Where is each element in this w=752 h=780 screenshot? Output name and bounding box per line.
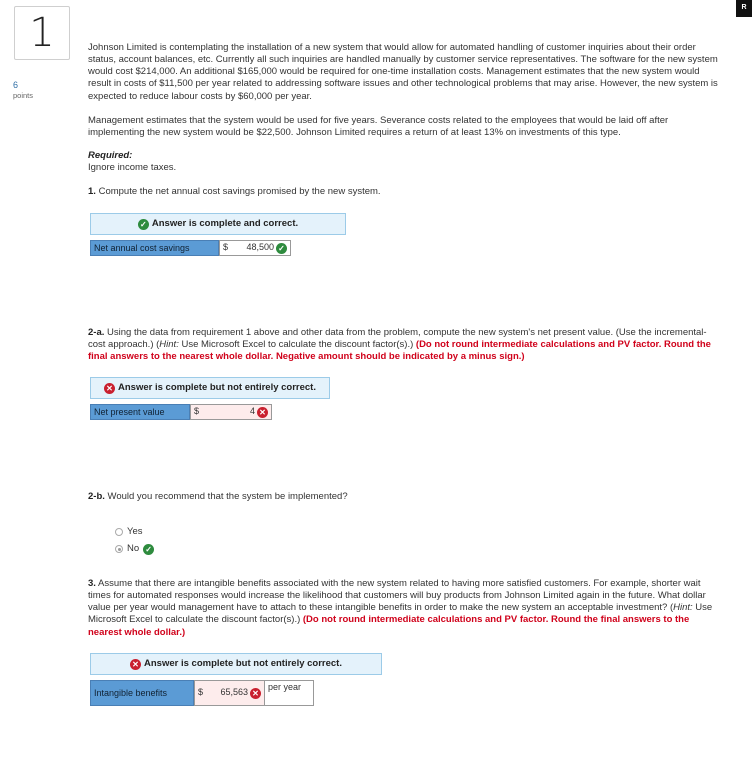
- x-circle-icon: ✕: [104, 383, 115, 394]
- part1-value: 48,500: [246, 242, 274, 253]
- x-circle-icon: ✕: [130, 659, 141, 670]
- part1-answer-banner: [90, 213, 346, 235]
- part2b-text: Would you recommend that the system be implemented?: [104, 491, 348, 502]
- part3-prefix: 3.: [88, 578, 96, 589]
- check-circle-icon: ✓: [138, 219, 149, 230]
- part3-answer-row: [90, 680, 314, 706]
- required-label: Required:: [88, 150, 133, 161]
- part2a-value: 4: [249, 406, 255, 417]
- part2a-hint-word: Hint:: [159, 339, 179, 351]
- part1-prefix: 1.: [88, 186, 96, 197]
- part3-banner-text: Answer is complete but not entirely correct.: [144, 657, 342, 669]
- radio-no[interactable]: [115, 545, 123, 553]
- part3-question: [88, 578, 718, 639]
- check-circle-icon: ✓: [143, 544, 154, 555]
- points-label: points: [13, 91, 34, 100]
- question-number: 1: [29, 10, 55, 56]
- part3-hint-text: Use Microsoft Excel to calculate the discount factor(s).): [88, 602, 713, 626]
- part2a-hint-text: Use Microsoft Excel to calculate the discount factor(s).): [178, 339, 416, 351]
- currency-symbol: $: [223, 242, 229, 253]
- option-yes-label: Yes: [127, 526, 143, 537]
- option-yes[interactable]: [115, 526, 143, 538]
- part2a-instruction: (Do not round intermediate calculations and PV factor. Round the final answers to the nearest whole dollar. Negative amount should be indicated by a minus sign.): [88, 339, 711, 363]
- part2b-prefix: 2-b.: [88, 491, 105, 502]
- part1-label: Net annual cost savings: [90, 240, 219, 256]
- part1-answer-row: [90, 240, 291, 256]
- points-value: 6: [13, 80, 19, 90]
- question-number-box: [14, 6, 70, 60]
- part2a-value-field[interactable]: [190, 404, 272, 420]
- intro-paragraph-1: Johnson Limited is contemplating the installation of a new system that would allow for automated handling of customer inquiries about their order status, account balances, etc. Currently all such inquiries are handled manually by customer service representatives. The software for the new system would cost $214,000. An additional $165,000 would be required for one-time installation costs. Management estimates that the new system would result in costs of $11,500 per year related to addressing software issues and other technological problems that may arise. However, the new system is expected to reduce labour costs by $60,000 per year.: [88, 42, 718, 102]
- part2a-text: Using the data from requirement 1 above and other data from the problem, compute the new system's net present value. (Use the incremental-cost approach.) (: [88, 327, 707, 351]
- part1-banner-text: Answer is complete and correct.: [151, 217, 299, 229]
- currency-symbol: $: [194, 406, 200, 417]
- part1-question: [88, 186, 718, 198]
- part3-instruction: (Do not round intermediate calculations and PV factor. Round the final answers to the nearest whole dollar.): [88, 614, 690, 638]
- corner-button[interactable]: R: [736, 0, 752, 17]
- part1-value-field[interactable]: [219, 240, 291, 256]
- option-no[interactable]: [115, 543, 157, 555]
- part1-text: Compute the net annual cost savings promised by the new system.: [95, 186, 381, 197]
- part2b-question: [88, 491, 718, 503]
- intro-paragraph-2: Management estimates that the system would be used for five years. Severance costs related to the employees that would be laid off after implementing the new system would be $22,500. Johnson Limited requires a return of at least 13% on investments of this type.: [88, 115, 669, 139]
- part2a-label: Net present value: [90, 404, 190, 420]
- part2a-question: [88, 327, 718, 363]
- part3-answer-banner: [90, 653, 382, 675]
- x-circle-icon: ✕: [257, 407, 268, 418]
- part2a-answer-banner: [90, 377, 330, 399]
- part3-value: 65,563: [220, 687, 248, 698]
- check-circle-icon: ✓: [276, 243, 287, 254]
- x-circle-icon: ✕: [250, 688, 261, 699]
- required-note: Ignore income taxes.: [88, 162, 177, 173]
- part3-hint-word: Hint:: [673, 602, 693, 614]
- currency-symbol: $: [198, 687, 204, 698]
- radio-yes[interactable]: [115, 528, 123, 536]
- part2a-banner-text: Answer is complete but not entirely correct.: [118, 381, 316, 393]
- part3-text: Assume that there are intangible benefits associated with the new system related to having more satisfied customers. For example, shorter wait times for automated responses would increase the likelihood that customers will buy products from Johnson Limited again in the future. What dollar value per year would management have to attach to these intangible benefits in order to make the new system an acceptable investment? (: [88, 578, 706, 614]
- part3-label: Intangible benefits: [90, 680, 194, 706]
- part3-unit: per year: [265, 680, 314, 706]
- option-no-label: No: [127, 543, 140, 554]
- part2a-prefix: 2-a.: [88, 327, 105, 338]
- part3-value-field[interactable]: [194, 680, 265, 706]
- part2a-answer-row: [90, 404, 272, 420]
